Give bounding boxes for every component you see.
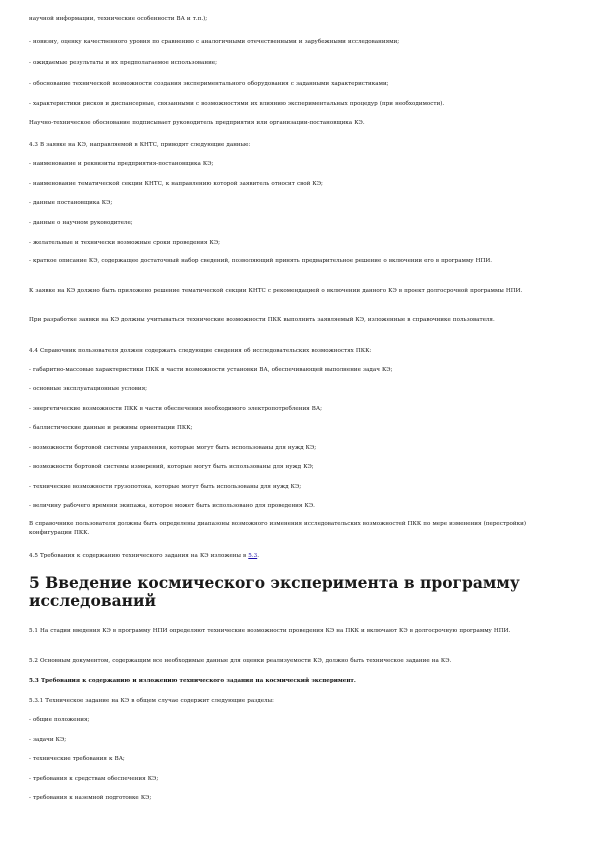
list-item: - технические требования к ВА; (29, 756, 125, 762)
list-item: - баллистические данные и режимы ориентации ПКК; (29, 425, 193, 431)
paragraph: научной информации, технические особенности ВА и т.п.); (29, 16, 208, 22)
list-item: - обоснование технической возможности создания экспериментального оборудования с заданными характеристиками; (29, 81, 389, 87)
paragraph: 5.3.1 Техническое задание на КЭ в общем случае содержит следующие разделы: (29, 698, 274, 704)
paragraph: В справочнике пользователя должны быть определены диапазоны возможного изменения исследовательских возможностей ПКК по мере изменения (перестройки) конфигурации ПКК. (29, 521, 527, 536)
paragraph: Научно-техническое обоснование подписывает руководитель предприятия или организации-постановщика КЭ. (29, 120, 365, 126)
section-heading (29, 574, 569, 610)
section-heading-line: 5 Введение космического эксперимента в программу (29, 573, 520, 592)
list-item: - энергетические возможности ПКК в части обеспечения необходимого электропотребления ВА; (29, 406, 323, 412)
list-item: - наименование и реквизиты предприятия-постановщика КЭ; (29, 161, 214, 167)
reference-suffix: . (257, 553, 259, 559)
paragraph: 5.1 На стадии введения КЭ в программу НПИ определяют технические возможности проведения КЭ на ПКК и включают КЭ в долгосрочную программу НПИ. (29, 628, 511, 634)
list-item: - данные постановщика КЭ; (29, 200, 113, 206)
section-heading-line: исследований (29, 591, 156, 610)
list-item: - требования к наземной подготовке КЭ; (29, 795, 152, 801)
list-item: - величину рабочего времени экипажа, которое может быть использовано для проведения КЭ. (29, 503, 315, 509)
paragraph: При разработке заявки на КЭ должны учитываться технические возможности ПКК выполнить заявляемый КЭ, изложенные в справочнике пользователя. (29, 317, 495, 323)
subsection-heading: 5.3 Требования к содержанию и изложению технического задания на космический эксперимент. (29, 678, 356, 684)
list-item: - новизну, оценку качественного уровня по сравнению с аналогичными отечественными и зарубежными исследованиями; (29, 39, 400, 45)
list-item: - технические возможности грузопотока, которые могут быть использованы для нужд КЭ; (29, 484, 302, 490)
list-item: - требования к средствам обеспечения КЭ; (29, 776, 159, 782)
list-item: - габаритно-массовые характеристики ПКК в части возможности установки ВА, обеспечивающей выполнение задач КЭ; (29, 367, 393, 373)
paragraph: 5.2 Основным документом, содержащим все необходимые данные для оценки реализуемости КЭ, должно быть техническое задание на КЭ. (29, 658, 452, 664)
paragraph: 4.3 В заявке на КЭ, направляемой в КНТС, приводят следующие данные: (29, 142, 251, 148)
list-item: - характеристики рисков и диспансерные, связанными с возможностями их влиянию экспериментальных процедур (при необходимости). (29, 101, 445, 107)
paragraph: К заявке на КЭ должно быть приложено решение тематической секции КНТС с рекомендацией о включении данного КЭ в проект долгосрочной программы НПИ. (29, 288, 523, 294)
list-item: - общие положения; (29, 717, 90, 723)
section-link[interactable]: 5.3 (248, 553, 258, 559)
list-item: - возможности бортовой системы управления, которые могут быть использованы для нужд КЭ; (29, 445, 317, 451)
list-item: - краткое описание КЭ, содержащее достаточный набор сведений, позволяющий принять предварительное решение о включении его в программу НПИ. (29, 258, 493, 264)
list-item: - возможности бортовой системы измерений, которые могут быть использованы для нужд КЭ; (29, 464, 314, 470)
reference-text: 4.5 Требования к содержанию технического задания на КЭ изложены в (29, 553, 249, 559)
list-item: - основные эксплуатационные условия; (29, 386, 148, 392)
paragraph: 4.4 Справочник пользователя должен содержать следующие сведения об исследовательских возможностях ПКК: (29, 348, 372, 354)
list-item: - ожидаемые результаты и их предполагаемое использование; (29, 60, 217, 66)
reference-paragraph (29, 552, 569, 561)
list-item: - задачи КЭ; (29, 737, 67, 743)
list-item: - наименование тематической секции КНТС, к направлению которой заявитель относит свой КЭ; (29, 181, 323, 187)
list-item: - желательные и технически возможные сроки проведения КЭ; (29, 240, 220, 246)
list-item: - данные о научном руководителе; (29, 220, 133, 226)
